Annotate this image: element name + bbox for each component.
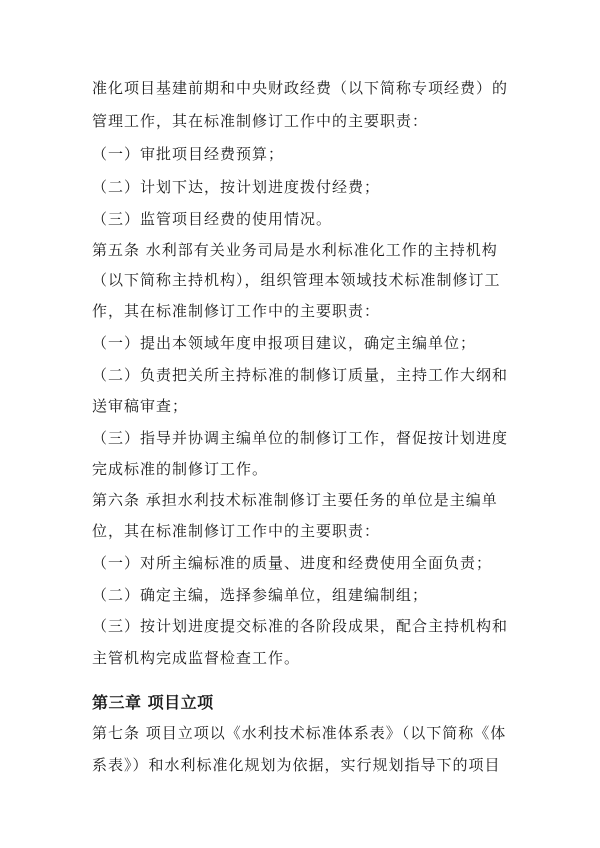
list-item: （二）计划下达，按计划进度拨付经费； xyxy=(92,178,381,196)
list-item: （三）指导并协调主编单位的制修订工作，督促按计划进度 xyxy=(92,429,509,447)
paragraph-line: （以下简称主持机构），组织管理本领域技术标准制修订工 xyxy=(92,271,501,289)
list-item: （一）审批项目经费预算； xyxy=(92,145,285,163)
list-item: （一）对所主编标准的质量、进度和经费使用全面负责； xyxy=(92,554,493,572)
paragraph-line: 完成标准的制修订工作。 xyxy=(92,460,269,478)
paragraph-line: 作，其在标准制修订工作中的主要职责： xyxy=(92,302,381,320)
paragraph-line: 管理工作，其在标准制修订工作中的主要职责： xyxy=(92,112,429,130)
paragraph-line: 主管机构完成监督检查工作。 xyxy=(92,649,301,667)
chapter-heading: 第三章 项目立项 xyxy=(92,693,214,712)
paragraph-line: 送审稿审查； xyxy=(92,397,189,415)
article-5-line: 第五条 水利部有关业务司局是水利标准化工作的主持机构 xyxy=(92,241,498,259)
paragraph-line: 位，其在标准制修订工作中的主要职责： xyxy=(92,522,381,540)
list-item: （三）监管项目经费的使用情况。 xyxy=(92,210,333,228)
paragraph-line: 准化项目基建前期和中央财政经费（以下简称专项经费）的 xyxy=(92,79,509,97)
list-item: （三）按计划进度提交标准的各阶段成果，配合主持机构和 xyxy=(92,617,509,635)
article-7-line: 第七条 项目立项以《水利技术标准体系表》（以下简称《体 xyxy=(92,724,507,742)
article-6-line: 第六条 承担水利技术标准制修订主要任务的单位是主编单 xyxy=(92,491,498,509)
list-item: （一）提出本领域年度申报项目建议，确定主编单位； xyxy=(92,334,477,352)
list-item: （二）负责把关所主持标准的制修订质量，主持工作大纲和 xyxy=(92,366,509,384)
paragraph-line: 系表》）和水利标准化规划为依据，实行规划指导下的项目 xyxy=(92,756,501,774)
list-item: （二）确定主编，选择参编单位，组建编制组； xyxy=(92,586,429,604)
